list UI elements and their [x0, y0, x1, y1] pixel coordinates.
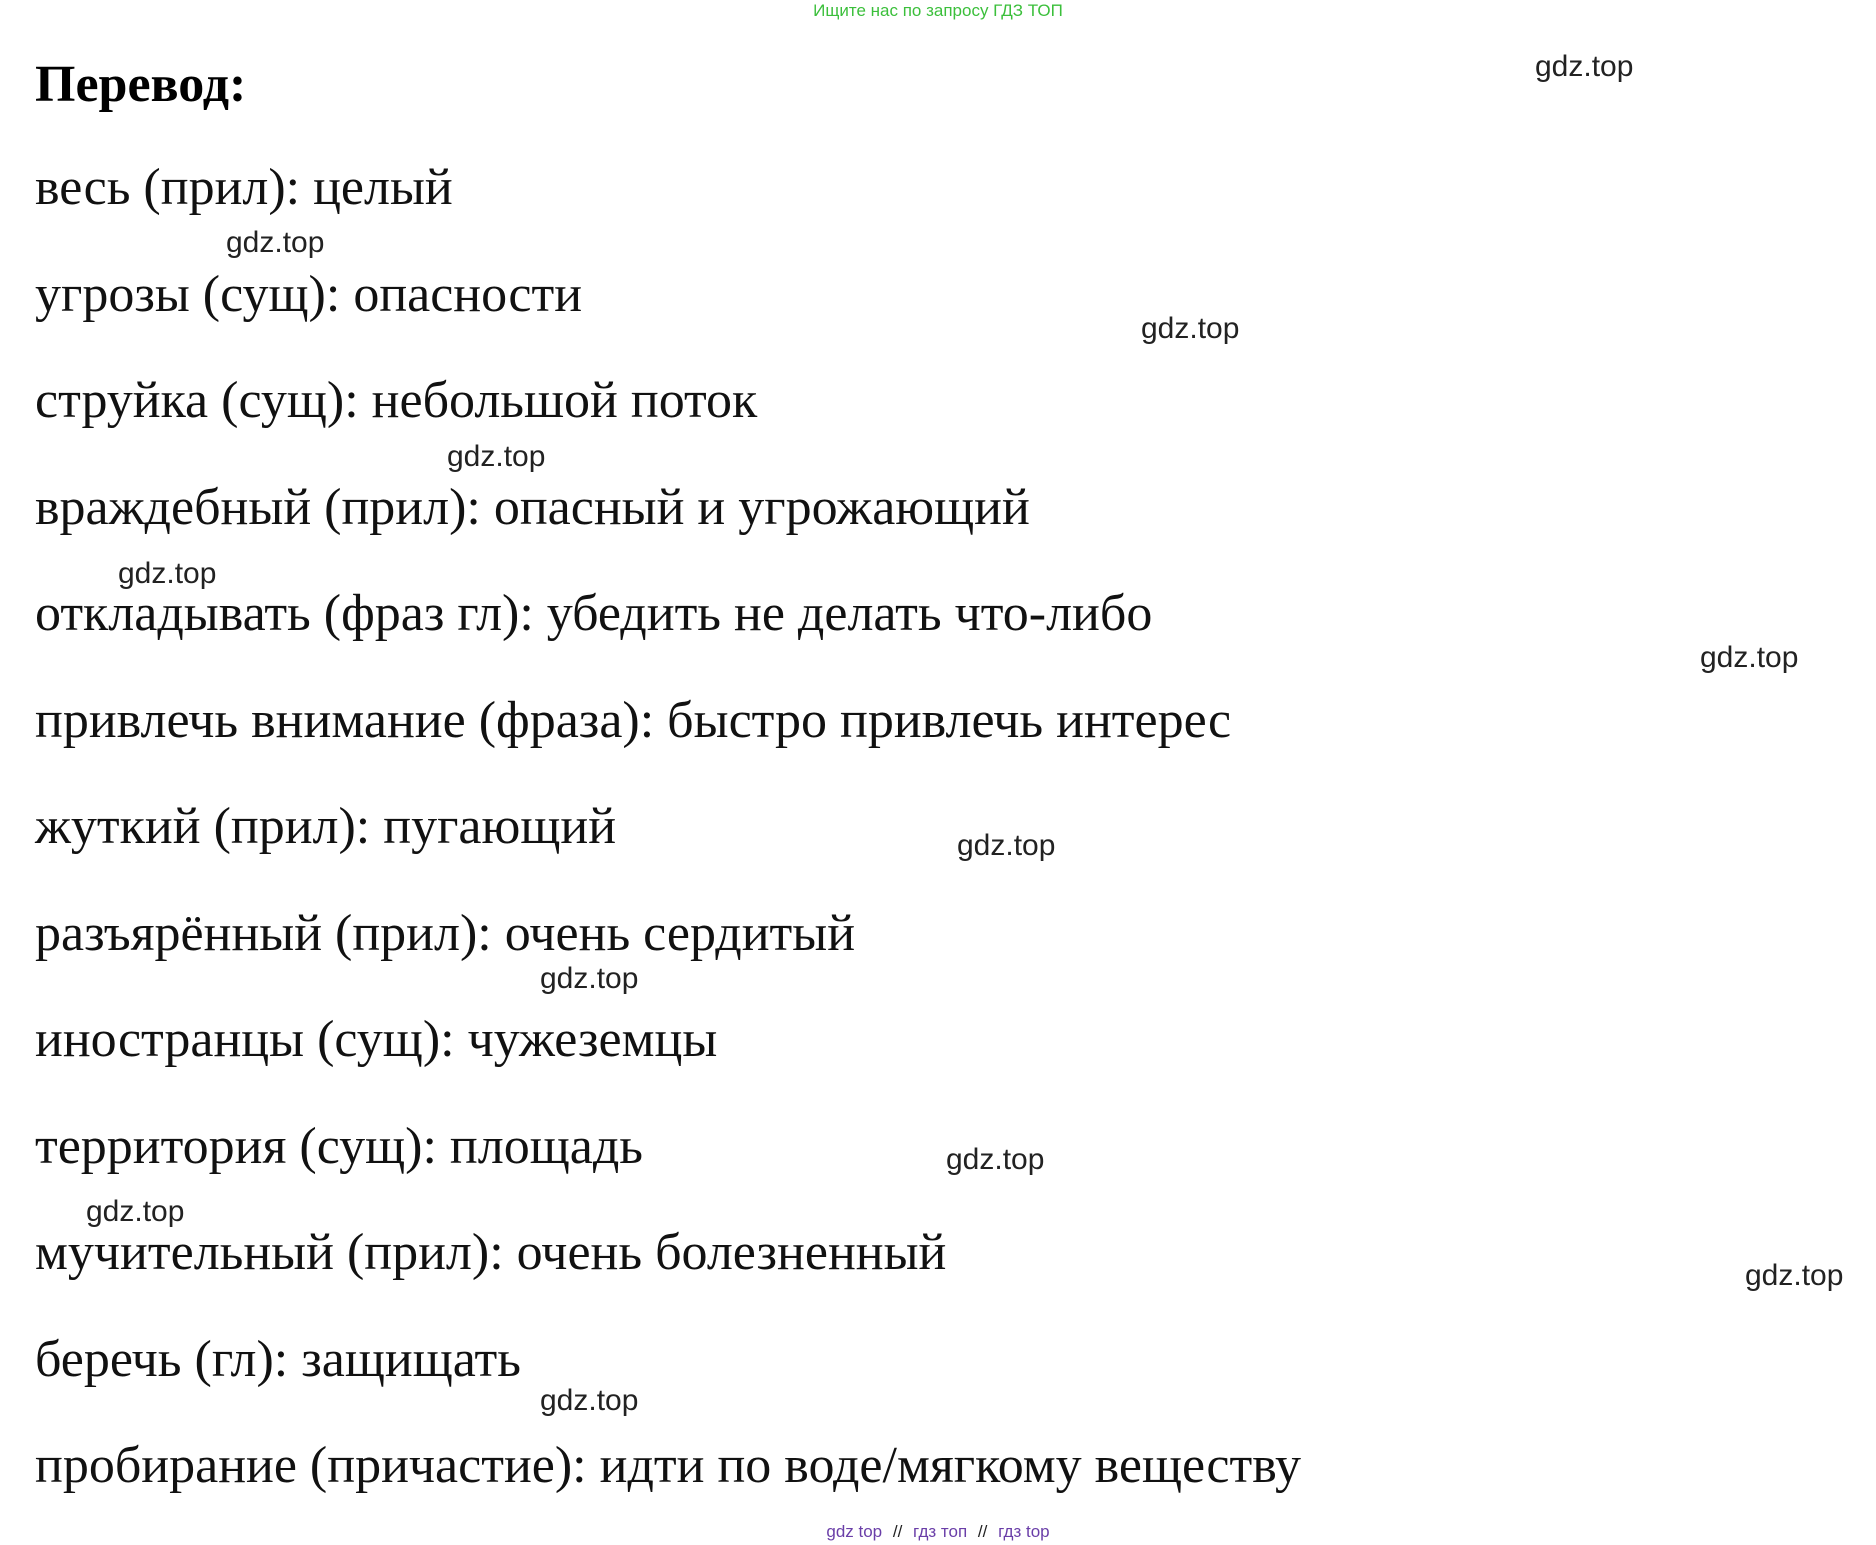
footer-link[interactable]: гдз top — [998, 1522, 1050, 1541]
watermark: gdz.top — [447, 440, 546, 473]
footer-separator: // — [892, 1522, 903, 1541]
footer-link[interactable]: гдз топ — [913, 1522, 968, 1541]
page-title: Перевод: — [35, 56, 247, 113]
list-item: весь (прил): целый — [35, 159, 453, 216]
watermark: gdz.top — [86, 1195, 185, 1228]
watermark: gdz.top — [957, 829, 1056, 862]
list-item: привлечь внимание (фраза): быстро привлечь интерес — [35, 691, 1232, 749]
list-item: враждебный (прил): опасный и угрожающий — [35, 478, 1030, 536]
list-item: иностранцы (сущ): чужеземцы — [35, 1011, 718, 1068]
list-item: территория (сущ): площадь — [35, 1117, 644, 1175]
list-item: жуткий (прил): пугающий — [35, 798, 617, 855]
list-item: пробирание (причастие): идти по воде/мягкому веществу — [35, 1437, 1301, 1494]
watermark: gdz.top — [226, 226, 325, 259]
watermark: gdz.top — [1745, 1259, 1844, 1292]
search-banner[interactable]: Ищите нас по запросу ГДЗ ТОП — [813, 1, 1063, 20]
watermark: gdz.top — [946, 1143, 1045, 1176]
watermark: gdz.top — [1535, 50, 1634, 83]
list-item: беречь (гл): защищать — [35, 1330, 521, 1388]
watermark: gdz.top — [1141, 312, 1240, 345]
footer-separator: // — [977, 1522, 988, 1541]
list-item: разъярённый (прил): очень сердитый — [35, 904, 856, 962]
watermark: gdz.top — [118, 557, 217, 590]
list-item: угрозы (сущ): опасности — [35, 265, 583, 323]
vocabulary-list — [35, 158, 1301, 1543]
list-item: струйка (сущ): небольшой поток — [35, 372, 758, 429]
list-item: откладывать (фраз гл): убедить не делать что-либо — [35, 585, 1153, 642]
watermark: gdz.top — [540, 1384, 639, 1417]
watermark: gdz.top — [540, 962, 639, 995]
footer-link[interactable]: gdz top — [826, 1522, 883, 1541]
list-item: мучительный (прил): очень болезненный — [35, 1224, 947, 1281]
watermark: gdz.top — [1700, 641, 1799, 674]
footer-links — [0, 1522, 1876, 1542]
